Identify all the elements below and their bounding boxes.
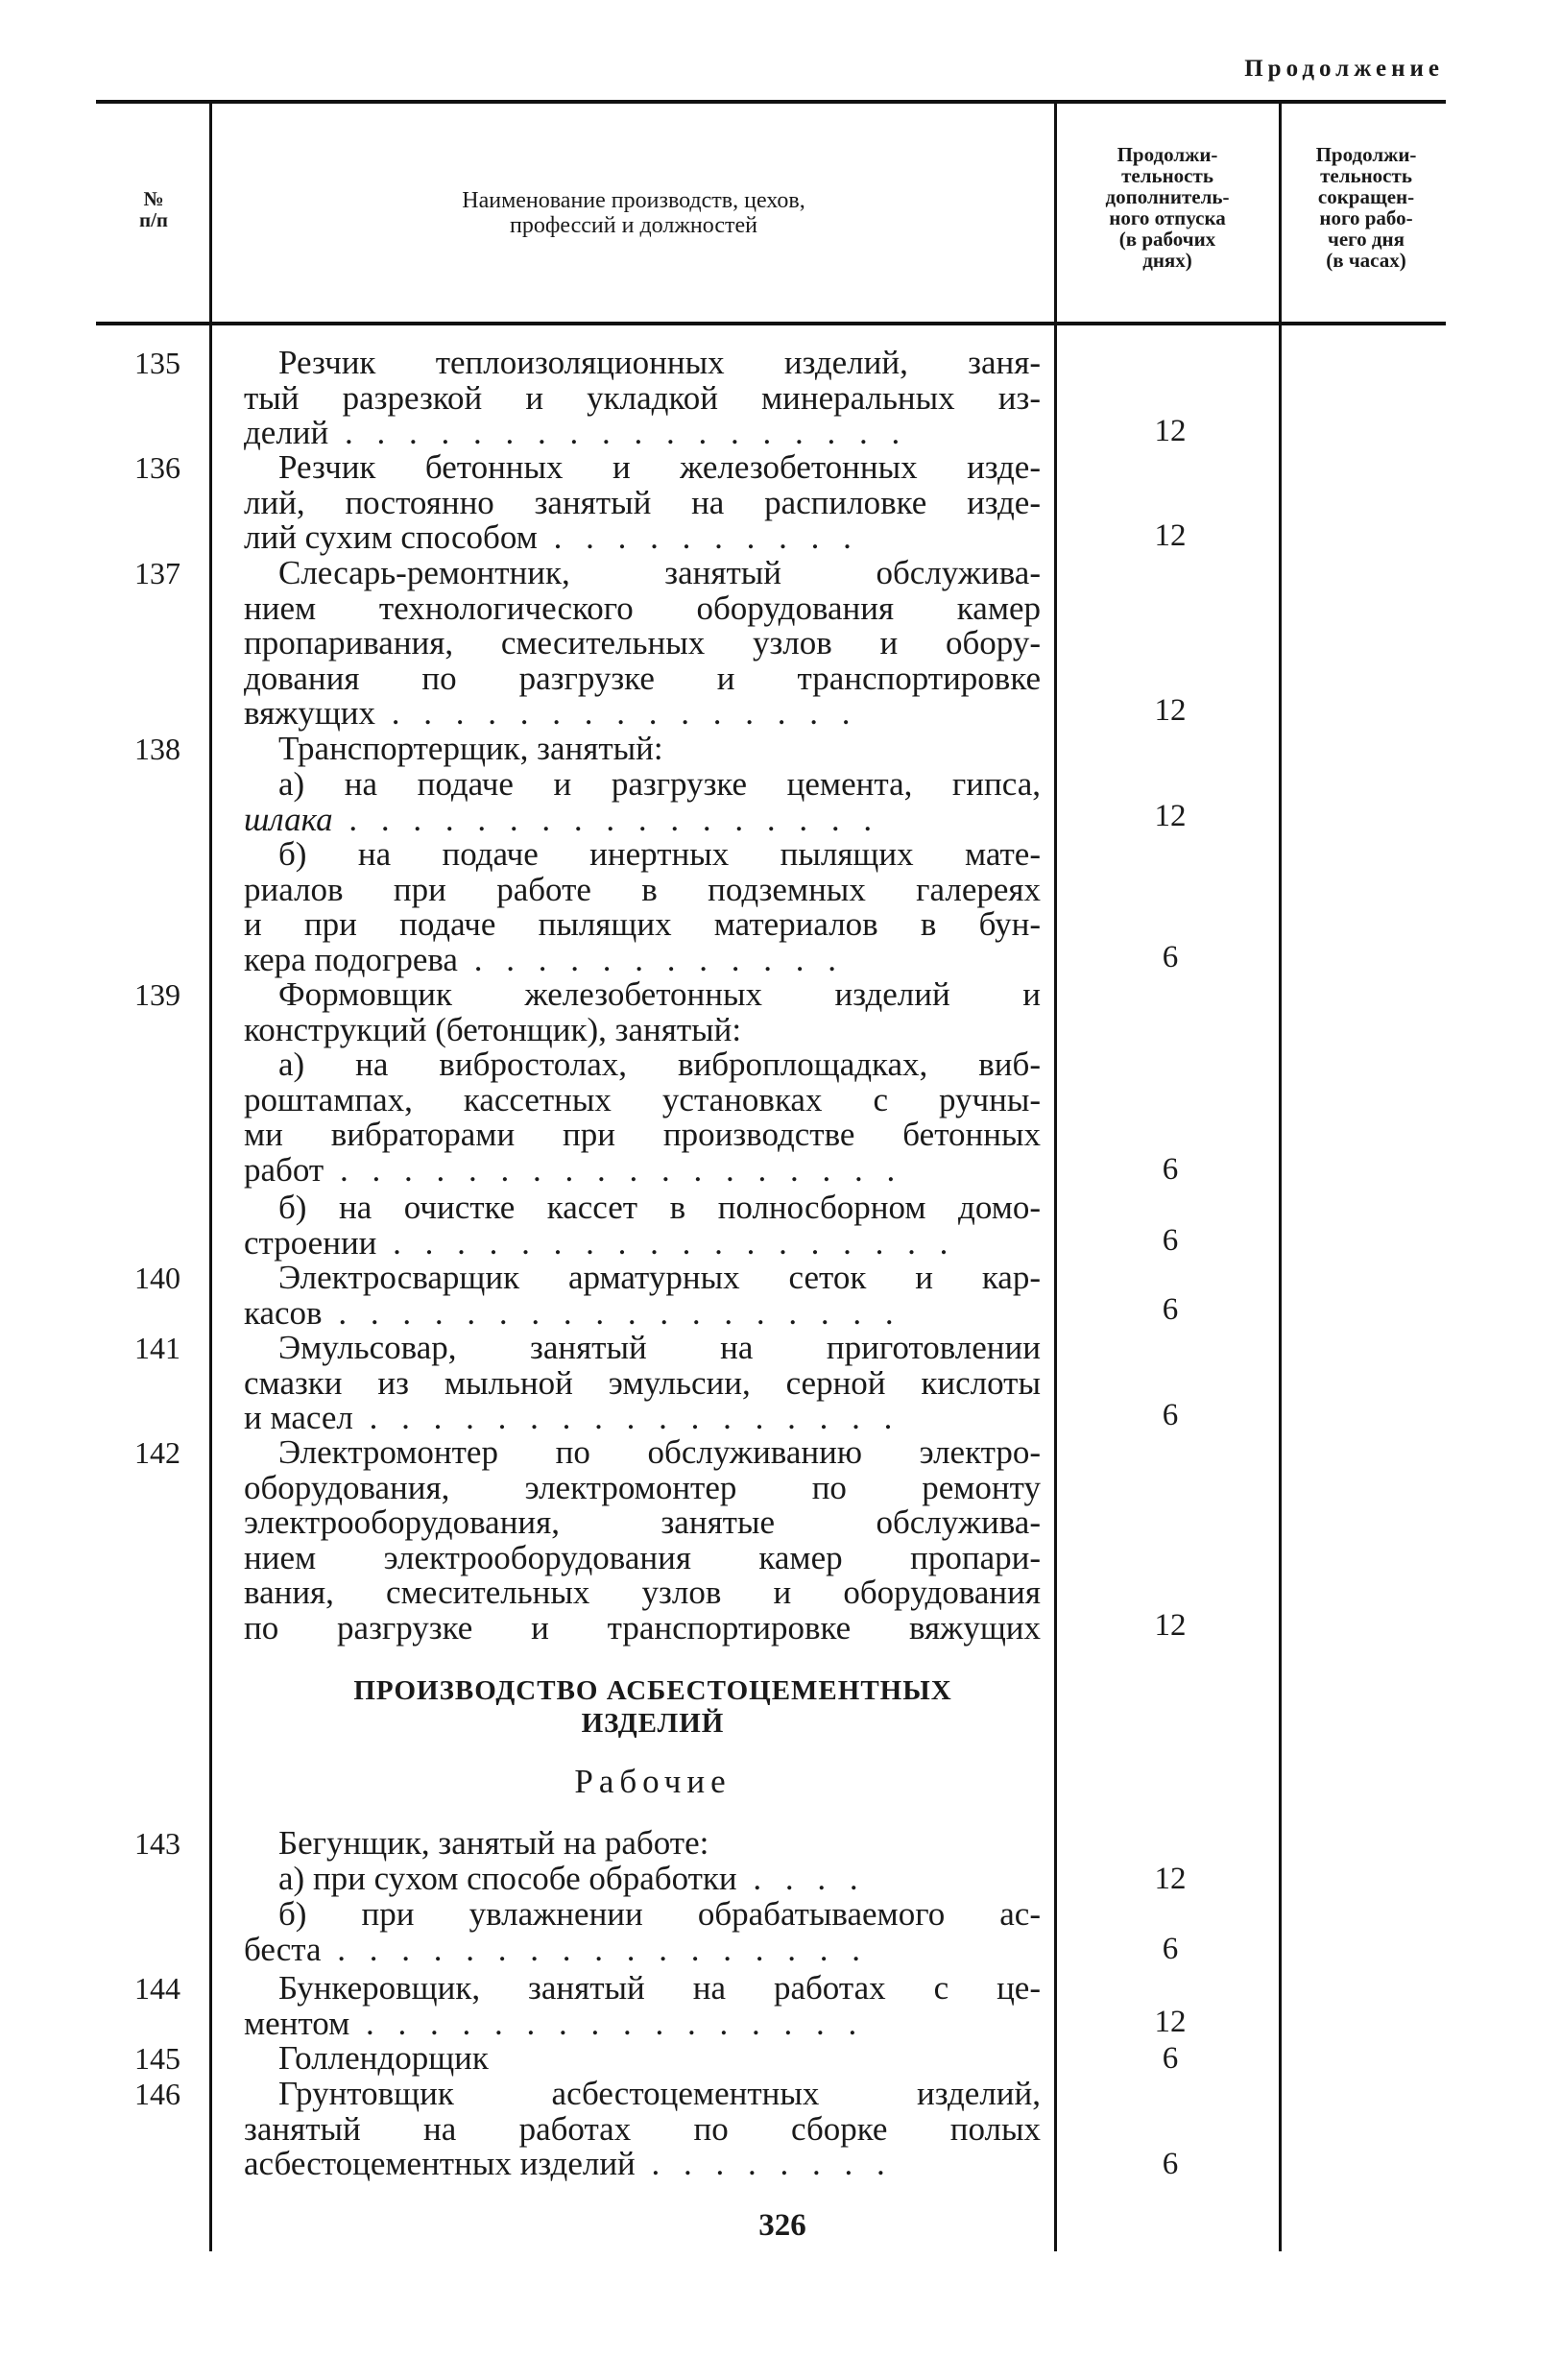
row-line [244, 2147, 1041, 2182]
row-value: 12 [1154, 799, 1187, 833]
leader-dots: . . . . . . . . . . . . . . . . [349, 2004, 865, 2042]
row-line [244, 1293, 1041, 1332]
row-line [244, 2004, 1041, 2042]
row-line-text: асбестоцементных изделий [244, 2145, 636, 2182]
row-line-text: строении [244, 1223, 377, 1262]
row-line [244, 1930, 1041, 1968]
leader-dots: . . . . . . . . . . . . . . . . . . [376, 1223, 956, 1262]
row-line: Резчик бетонных и железобетонных изде- [278, 448, 1041, 486]
row-line-text: и масел [244, 1399, 353, 1436]
header-col2-line: тельность [1320, 164, 1412, 187]
row-line: Слесарь-ремонтник, занятый обслужива- [278, 554, 1041, 591]
row-line: б) на подаче инертных пылящих мате- [278, 835, 1041, 873]
header-name [230, 188, 1037, 238]
header-col1-line: Продолжи- [1117, 143, 1218, 166]
row-line: пропаривания, смесительных узлов и обору- [244, 624, 1041, 661]
section-title-line-1: ПРОИЗВОДСТВО АСБЕСТОЦЕМЕНТНЫХ [353, 1675, 952, 1706]
row-value: 12 [1154, 414, 1187, 448]
leader-dots: . . . . . . . . . . [537, 518, 859, 556]
header-name-line-1: Наименование производств, цехов, [462, 188, 805, 213]
row-line: нием электрооборудования камер пропари- [244, 1538, 1041, 1576]
header-short-day [1285, 144, 1448, 271]
row-line: б) при увлажнении обрабатываемого ас- [278, 1895, 1041, 1933]
leader-dots: . . . . . . . . [635, 2145, 893, 2182]
row-line-text: лий сухим способом [244, 518, 538, 556]
row-number: 138 [134, 732, 180, 766]
row-line: роштампах, кассетных установках с ручны- [244, 1080, 1041, 1118]
row-subitem [244, 1897, 1041, 1967]
row-line: ми вибраторами при производстве бетонных [244, 1116, 1041, 1153]
row-line-text: делий [244, 414, 329, 451]
row-number: 137 [134, 556, 180, 590]
row-value: 6 [1162, 1292, 1179, 1327]
row-text [244, 1826, 1041, 1862]
header-col1-line: тельность [1121, 164, 1213, 187]
header-col2-line: ного рабо- [1319, 206, 1413, 229]
row-line [244, 1401, 1041, 1436]
row-value: 12 [1154, 2005, 1187, 2039]
row-text [244, 346, 1041, 451]
row-line: нием технологического оборудования камер [244, 589, 1041, 627]
column-divider-text [1054, 104, 1057, 2251]
leader-dots: . . . . . . . . . . . . [457, 940, 844, 978]
column-divider-num [209, 104, 212, 2251]
row-text [244, 450, 1041, 556]
header-col1-line: дополнитель- [1105, 185, 1230, 208]
row-number: 144 [134, 1971, 180, 2006]
header-num-abbrev: п/п [138, 208, 169, 231]
row-line: б) на очистке кассет в полносборном домо- [278, 1189, 1041, 1226]
row-line [244, 1150, 1041, 1189]
row-text [244, 2077, 1041, 2182]
row-text [244, 732, 1041, 767]
header-extra-leave [1060, 144, 1275, 271]
row-value: 6 [1162, 940, 1179, 974]
row-line-text: вяжущих [244, 694, 376, 732]
row-subitem [244, 1047, 1041, 1188]
row-line: дования по разгрузке и транспортировке [244, 659, 1041, 697]
row-number: 136 [134, 450, 180, 485]
section-title-line-2: ИЗДЕЛИЙ [581, 1708, 725, 1739]
table-top-rule [96, 100, 1446, 104]
row-line-text: ментом [244, 2004, 350, 2042]
row-subitem [244, 767, 1041, 837]
header-col2-line: Продолжи- [1315, 143, 1417, 166]
row-line [244, 416, 1041, 451]
row-text [244, 556, 1041, 732]
row-number: 142 [134, 1435, 180, 1470]
header-col2-line: чего дня [1327, 228, 1405, 251]
row-text [244, 1261, 1041, 1331]
row-line [244, 800, 1041, 838]
row-value: 12 [1154, 518, 1187, 553]
row-number: 135 [134, 346, 180, 380]
leader-dots: . . . . . . . . . . . . . . . [375, 694, 858, 732]
row-text [244, 1435, 1041, 1646]
row-text [244, 977, 1041, 1047]
row-value: 6 [1162, 1932, 1179, 1966]
row-line: лий, постоянно занятый на распиловке изде- [244, 483, 1041, 521]
header-name-line-2: профессий и должностей [509, 213, 757, 238]
row-line [244, 520, 1041, 556]
row-line [244, 1862, 1041, 1897]
row-line [244, 940, 1041, 978]
continuation-label: Продолжение [1244, 56, 1444, 82]
row-line [244, 1223, 1041, 1262]
row-value: 12 [1154, 1862, 1187, 1896]
header-col1-line: ного отпуска [1109, 206, 1226, 229]
row-line [244, 696, 1041, 732]
header-num [106, 188, 202, 230]
row-line: риалов при работе в подземных галереях [244, 870, 1041, 908]
row-line-text: работ [244, 1150, 324, 1189]
row-number: 140 [134, 1261, 180, 1295]
leader-dots: . . . . . . . . . . . . . . . . . . [322, 1293, 901, 1332]
row-line: тый разрезкой и укладкой минеральных из- [244, 378, 1041, 417]
row-subitem [244, 1190, 1041, 1261]
row-subitem [244, 837, 1041, 977]
row-line-text: касов [244, 1293, 323, 1332]
row-value: 12 [1154, 1608, 1187, 1643]
row-value: 6 [1162, 2147, 1179, 2181]
section-subtitle: Рабочие [574, 1763, 732, 1800]
row-line: и при подаче пылящих материалов в бун- [244, 905, 1041, 943]
row-line-text: беста [244, 1930, 322, 1968]
header-col2-line: (в часах) [1326, 249, 1406, 272]
leader-dots: . . . . [736, 1860, 866, 1897]
row-value: 6 [1162, 2041, 1179, 2076]
row-line: Транспортерщик, занятый: [278, 730, 663, 767]
header-num-symbol: № [143, 187, 164, 210]
row-line: а) на подаче и разгрузке цемента, гипса, [278, 765, 1041, 803]
row-value: 6 [1162, 1398, 1179, 1432]
row-line: Грунтовщик асбестоцементных изделий, [278, 2075, 1041, 2112]
row-line: Бегунщик, занятый на работе: [278, 1824, 709, 1862]
row-line-text: а) при сухом способе обработки [278, 1860, 737, 1897]
row-line: а) на вибростолах, виброплощадках, виб- [278, 1046, 1041, 1083]
row-line: смазки из мыльной эмульсии, серной кислоты [244, 1363, 1041, 1402]
row-line: Бункеровщик, занятый на работах с це- [278, 1969, 1041, 2007]
row-text [244, 1331, 1041, 1436]
row-line: Формовщик железобетонных изделий и [278, 975, 1041, 1013]
row-number: 143 [134, 1826, 180, 1861]
page-number: 326 [758, 2208, 806, 2243]
row-number: 141 [134, 1331, 180, 1365]
row-number: 145 [134, 2041, 180, 2076]
header-col1-line: днях) [1142, 249, 1192, 272]
row-text [244, 2041, 1041, 2077]
row-number: 139 [134, 977, 180, 1012]
section-title [288, 1674, 1018, 1740]
row-line: конструкций (бетонщик), занятый: [244, 1010, 742, 1048]
leader-dots: . . . . . . . . . . . . . . . . . . [324, 1150, 903, 1189]
row-text [244, 1971, 1041, 2041]
row-line: Резчик теплоизоляционных изделий, заня- [278, 344, 1041, 381]
row-number: 146 [134, 2077, 180, 2111]
row-line: оборудования, электромонтер по ремонту [244, 1468, 1041, 1506]
column-divider-values [1279, 104, 1282, 2251]
row-line: вания, смесительных узлов и оборудования [244, 1574, 1041, 1611]
header-col2-line: сокращен- [1317, 185, 1415, 208]
row-line: Электромонтер по обслуживанию электро- [278, 1433, 1041, 1471]
row-subitem [244, 1862, 1041, 1897]
row-line: Электросварщик арматурных сеток и кар- [278, 1259, 1041, 1296]
header-bottom-rule [96, 322, 1446, 325]
row-line: Эмульсовар, занятый на приготовлении [278, 1329, 1041, 1366]
row-line-text: кера подогрева [244, 940, 458, 978]
row-value: 12 [1154, 693, 1187, 728]
leader-dots: . . . . . . . . . . . . . . . . . [332, 800, 880, 838]
leader-dots: . . . . . . . . . . . . . . . . . . [328, 414, 908, 451]
row-line: по разгрузке и транспортировке вяжущих [244, 1608, 1041, 1647]
header-col1-line: (в рабочих [1118, 228, 1216, 251]
row-value: 6 [1162, 1223, 1179, 1258]
row-line: Голлендорщик [278, 2039, 489, 2077]
row-value: 6 [1162, 1152, 1179, 1187]
leader-dots: . . . . . . . . . . . . . . . . . [321, 1930, 869, 1968]
row-line: электрооборудования, занятые обслужива- [244, 1503, 1041, 1541]
row-line-text: шлака [244, 800, 333, 838]
leader-dots: . . . . . . . . . . . . . . . . . [352, 1399, 901, 1436]
row-line: занятый на работах по сборке полых [244, 2109, 1041, 2148]
